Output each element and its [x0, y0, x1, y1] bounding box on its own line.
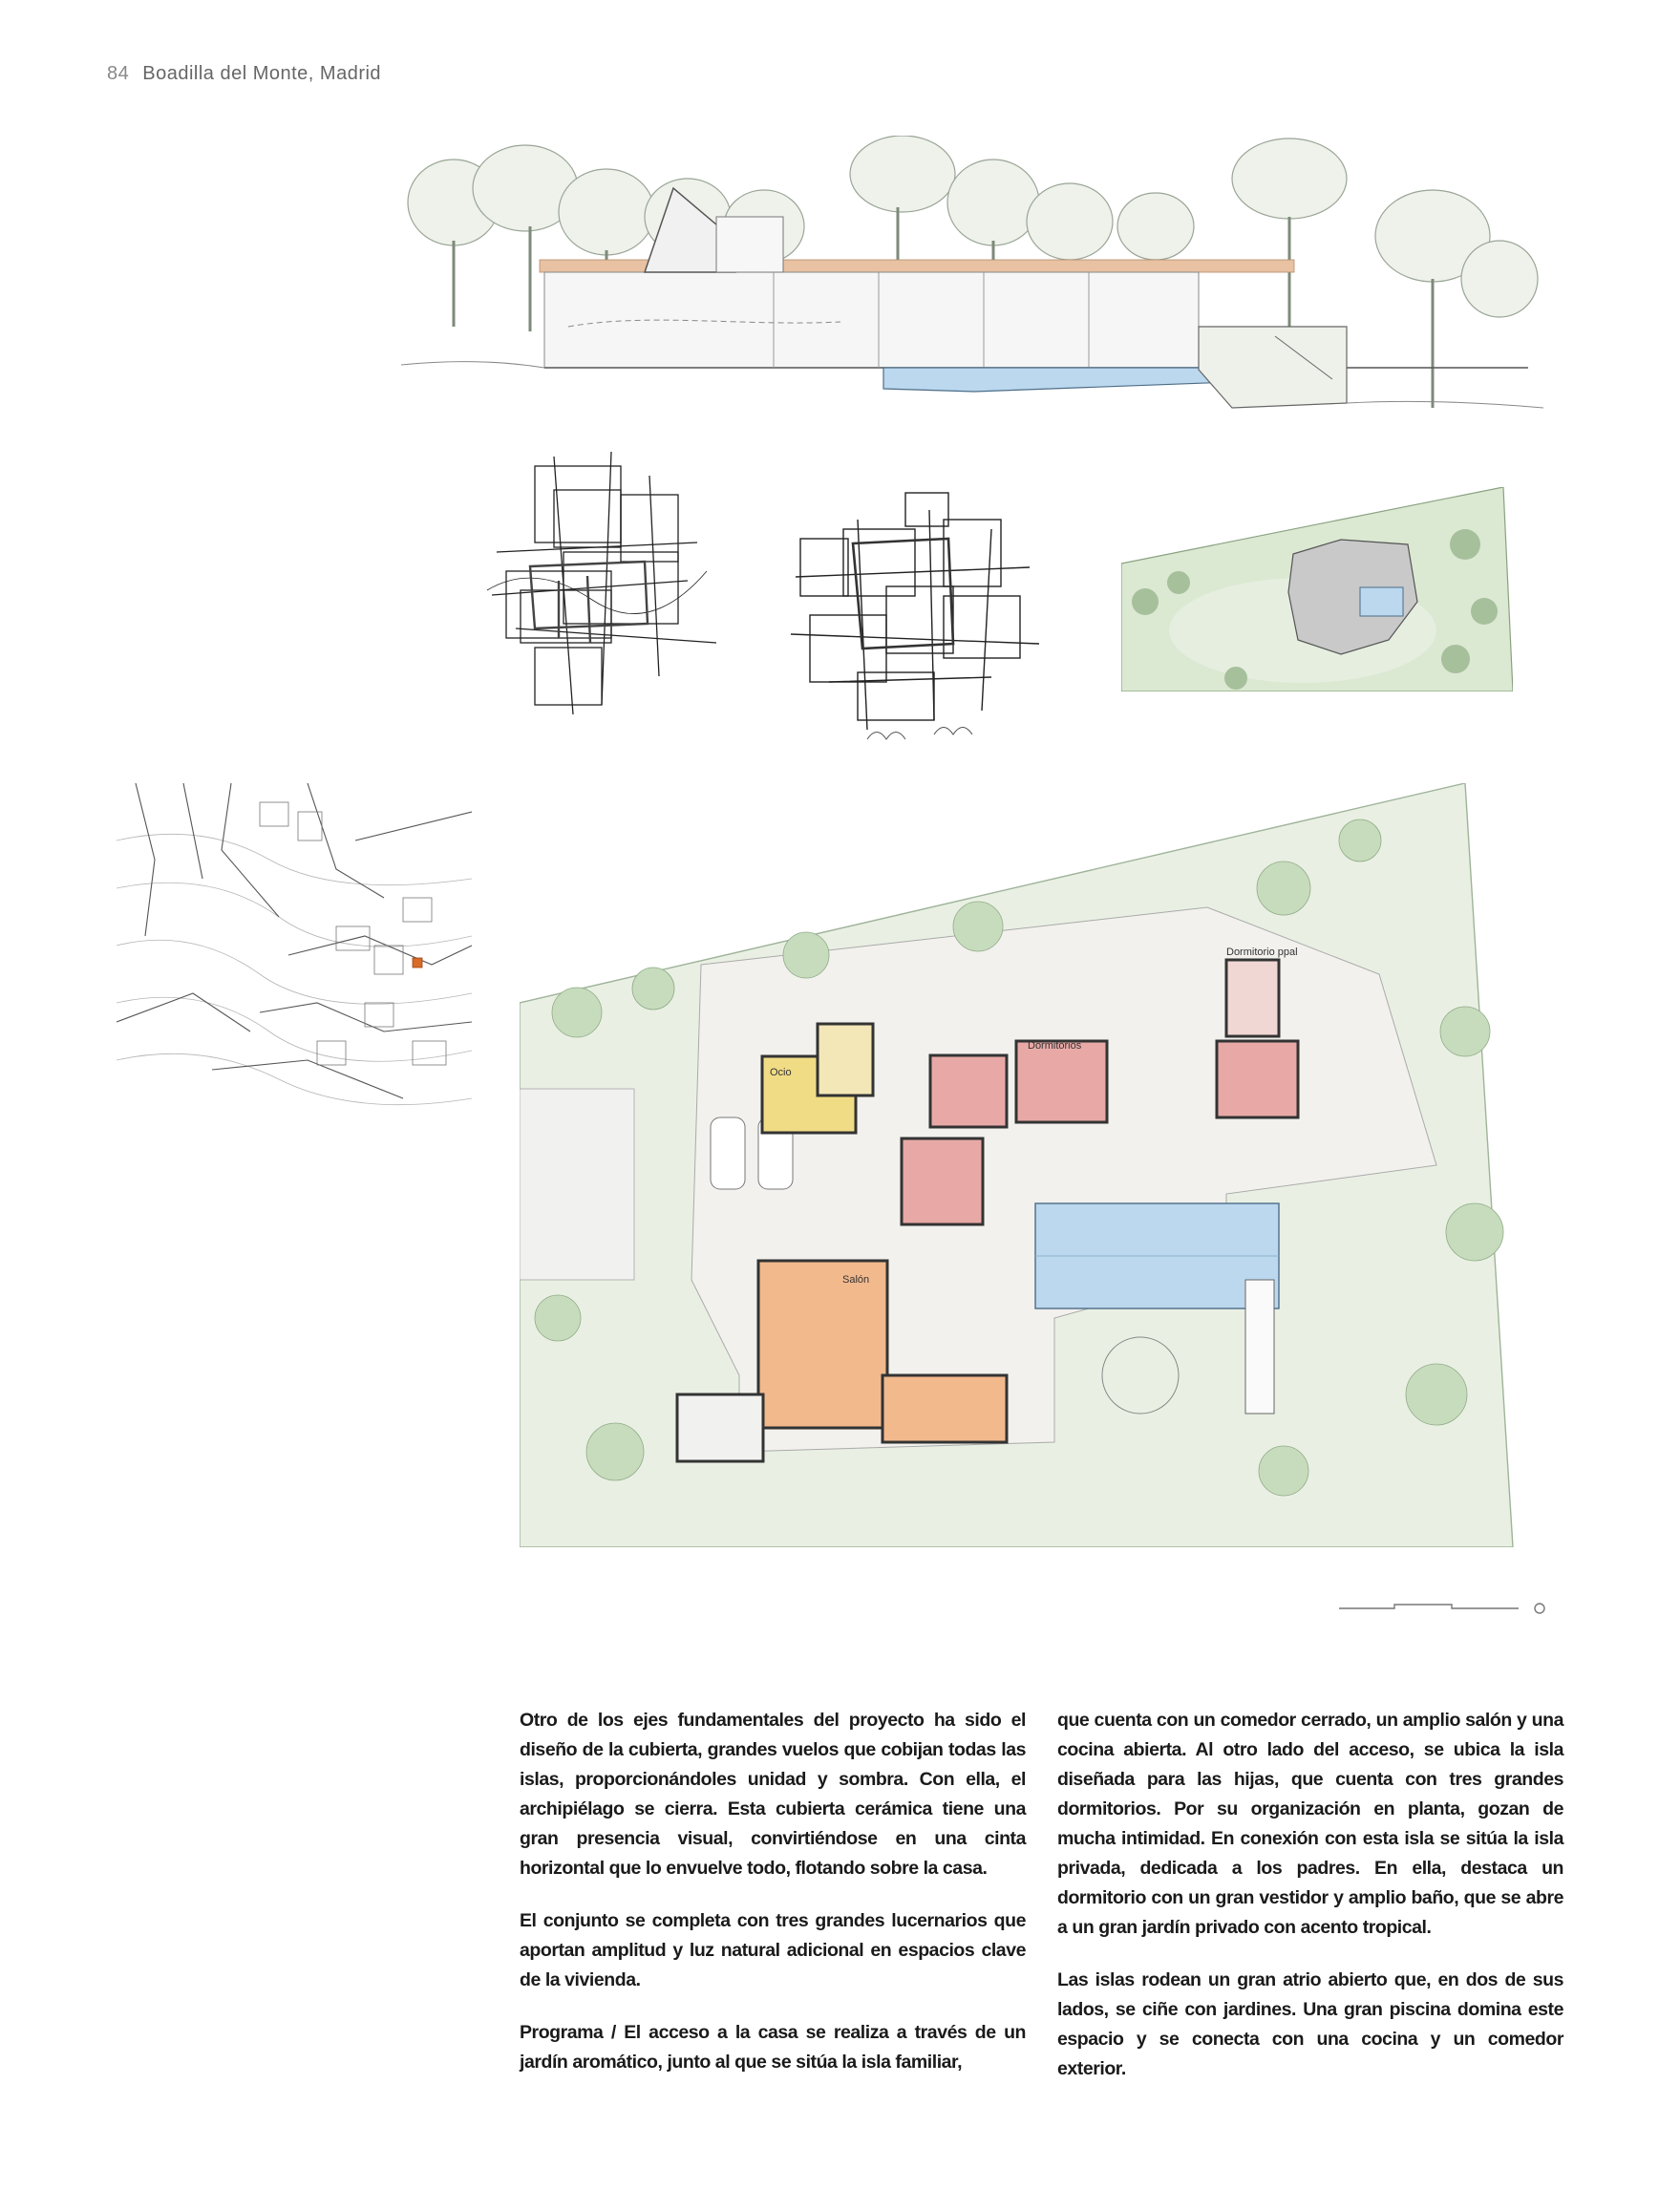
location-map [117, 783, 472, 1117]
site-plan [1121, 487, 1513, 691]
label-salon: Salón [842, 1274, 870, 1286]
paragraph: Las islas rodean un gran atrio abierto que, en dos de sus lados, se ciñe con jardines. Una gran piscina domina este espacio y se conecta con una cocina y un comedor exterior. [1057, 1969, 1563, 2079]
location-title: Boadilla del Monte, Madrid [142, 63, 382, 84]
paragraph: El conjunto se completa con tres grandes lucernarios que aportan amplitud y luz natural adicional en espacios clave de la vivienda. [520, 1910, 1026, 1990]
scale-bar [1337, 1597, 1557, 1620]
page-number: 84 [107, 63, 130, 84]
paragraph: Programa / El acceso a la casa se realiza a través de un jardín aromático, junto al que se sitúa la isla familiar, [520, 2022, 1026, 2073]
concept-sketch-1 [478, 437, 728, 720]
body-column-right [1057, 1706, 1563, 2107]
paragraph: Otro de los ejes fundamentales del proyecto ha sido el diseño de la cubierta, grandes vuelos que cobijan todas las islas, proporcionándoles unidad y sombra. Con ella, el archipiélago se cierra. Esta cubierta cerámica tiene una gran presencia visual, convirtiéndose en una cinta horizontal que lo envuelve todo, flotando sobre la casa. [520, 1710, 1026, 1879]
label-ocio: Ocio [770, 1067, 792, 1078]
running-header [107, 63, 381, 85]
body-column-left [520, 1706, 1026, 2100]
label-dormitorios: Dormitorios [1028, 1040, 1082, 1052]
concept-sketch-2 [791, 491, 1045, 774]
paragraph: que cuenta con un comedor cerrado, un amplio salón y una cocina abierta. Al otro lado del acceso, se ubica la isla diseñada para las hijas, que cuenta con tres grandes dormitorios. Por su organización en planta, gozan de mucha intimidad. En conexión con esta isla se sitúa la isla privada, dedicada a los padres. En ella, destaca un dormitorio con un gran vestidor y amplio baño, que se abre a un gran jardín privado con acento tropical. [1057, 1710, 1563, 1938]
ground-floor-plan [520, 783, 1532, 1547]
label-dormitorio-ppal: Dormitorio ppal [1226, 947, 1298, 958]
section-drawing [401, 136, 1543, 413]
